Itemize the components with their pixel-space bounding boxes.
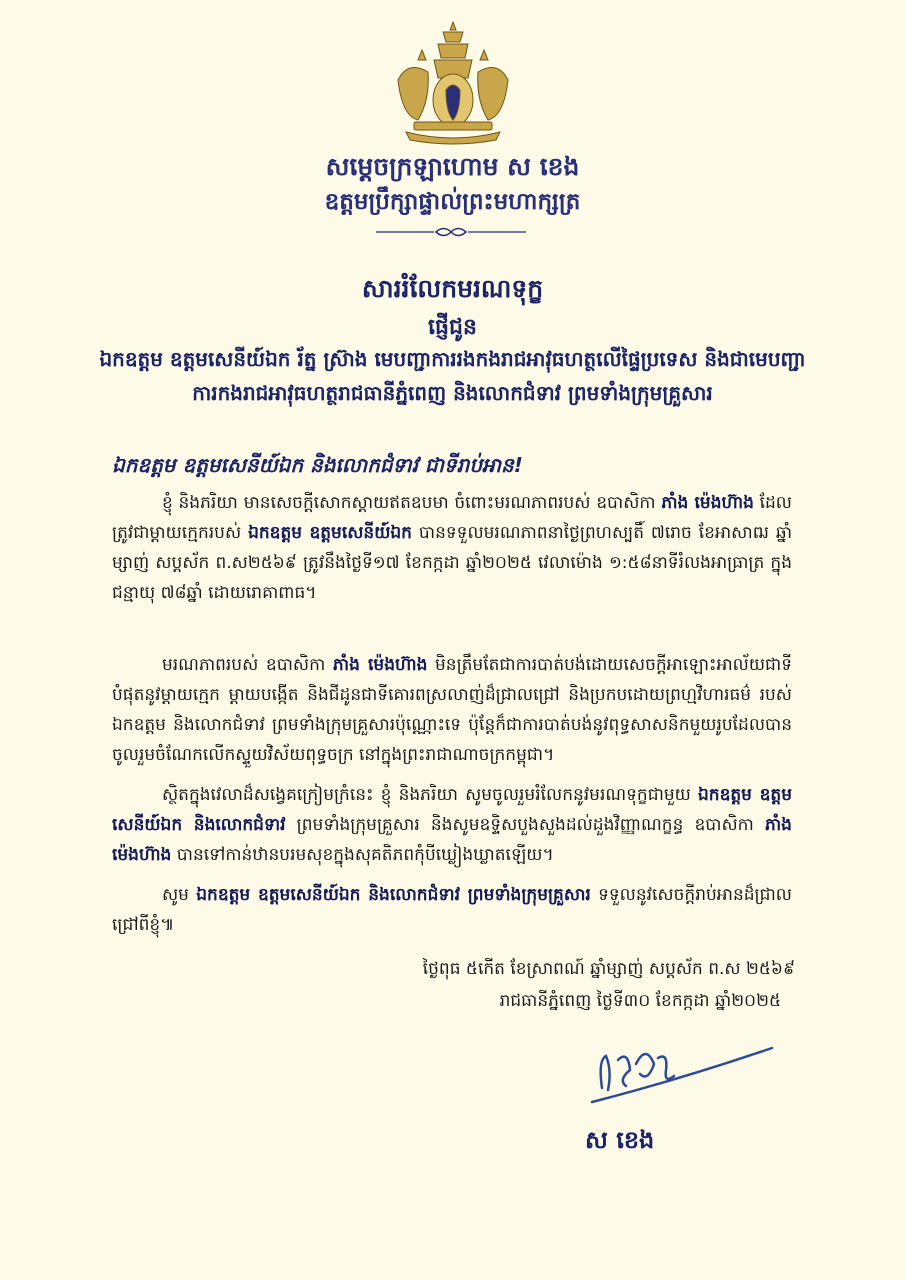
sender-title: ឧត្តមប្រឹក្សាផ្ទាល់ព្រះមហាក្សត្រ <box>324 189 581 215</box>
recipient-block: ឯកឧត្តម ឧត្តមសេនីយ៍ឯក រ័ត្ន ស្រ៊ាង មេបញ្ជាការរងកងរាជអាវុធហត្ថលើផ្ទៃប្រទេស និងជាមេបញ្ជាការកងរាជអាវុធហត្ថរាជធានីភ្នំពេញ និងលោកជំទាវ ព្រមទាំងក្រុមគ្រួសារ <box>99 347 806 405</box>
letter-subtitle: ផ្ញើជូន <box>428 315 477 340</box>
paragraph-3 <box>112 780 792 870</box>
p3-recipient-title: ឯកឧត្តម ឧត្តមសេនីយ៍ឯក និងលោកជំទាវ <box>112 785 793 835</box>
p1-deceased-name: ភាំង ម៉េងហ៊ាង <box>661 493 754 513</box>
p2-deceased-name: ភាំង ម៉េងហ៊ាង <box>332 655 428 675</box>
p1-recipient-title: ឯកឧត្តម ឧត្តមសេនីយ៍ឯក <box>248 523 412 543</box>
sender-name: សម្តេចក្រឡាហោម ស ខេង <box>325 152 580 181</box>
date-lunar: ថ្ងៃពុធ ៥កើត ខែស្រាពណ៍ ឆ្នាំម្សាញ់ សប្តស័ក ព.ស ២៥៦៩ <box>422 959 795 979</box>
paragraph-4 <box>112 880 792 940</box>
p1-text-b: ដែលត្រូវជាម្តាយក្មេករបស់ <box>112 493 792 543</box>
p1-text-c: បានទទួលមរណភាពនាថ្ងៃព្រហស្បតិ៍ ៧រោច ខែអាសាឍ ឆ្នាំម្សាញ់ សប្តស័ក ព.ស២៥៦៩ ត្រូវនឹងថ្ងៃទី១៧ ខែកក្កដា ឆ្នាំ២០២៥ វេលាម៉ោង ១:៥៨នាទីរំលងអាធ្រាត្រ ក្នុងជន្មាយុ ៧៨ឆ្នាំ ដោយរោគាពាធ។ <box>112 523 792 603</box>
signer-name: ស ខេង <box>585 1126 655 1154</box>
salutation: ឯកឧត្តម ឧត្តមសេនីយ៍ឯក និងលោកជំទាវ ជាទីរាប់អាន! <box>112 453 523 477</box>
divider-ornament <box>376 225 526 239</box>
p3-deceased-name: ភាំង ម៉េងហ៊ាង <box>112 815 792 865</box>
handwritten-signature <box>588 1030 778 1110</box>
p4-recipient-title: ឯកឧត្តម ឧត្តមសេនីយ៍ឯក និងលោកជំទាវ ព្រមទាំងក្រុមគ្រួសារ <box>196 885 591 905</box>
paragraph-1 <box>112 488 792 608</box>
p4-text-a: សូម <box>162 885 197 905</box>
p2-text-a: មរណភាពរបស់ ឧបាសិកា <box>162 655 333 675</box>
p1-text-a: ខ្ញុំ និងភរិយា មានសេចក្តីសោកស្តាយឥតឧបមា ចំពោះមរណភាពរបស់ ឧបាសិកា <box>162 493 662 513</box>
letter-title: សាររំលែកមរណទុក្ខ <box>361 274 544 303</box>
p4-text-b: ទទួលនូវសេចក្តីរាប់អានដ៏ជ្រាលជ្រៅពីខ្ញុំ៕ <box>112 885 792 935</box>
p3-text-b: ព្រមទាំងក្រុមគ្រួសារ និងសូមឧទ្ទិសបួងសួងដល់ដួងវិញ្ញាណក្ខន្ធ ឧបាសិកា <box>285 815 765 835</box>
p3-text-c: បានទៅកាន់ឋានបរមសុខក្នុងសុគតិភពកុំបីឃ្លៀងឃ្លាតឡើយ។ <box>171 845 554 865</box>
p3-text-a: ស្ថិតក្នុងវេលាដ៏សង្វេគក្រៀមក្រំនេះ ខ្ញុំ និងភរិយា សូមចូលរួមរំលែកនូវមរណទុក្ខជាមួយ <box>162 785 699 805</box>
paragraph-2 <box>112 650 792 770</box>
p2-text-b: មិនត្រឹមតែជាការបាត់បង់ដោយសេចក្តីអាឡោះអាល័យជាទីបំផុតនូវម្តាយក្មេក ម្តាយបង្កើត និងជីដូនជាទីគោរពស្រលាញ់ដ៏ជ្រាលជ្រៅ និងប្រកបដោយព្រហ្មវិហារធម៌ របស់ឯកឧត្តម និងលោកជំទាវ ព្រមទាំងក្រុមគ្រួសារប៉ុណ្ណោះទេ ប៉ុន្តែក៏ជាការបាត់បង់នូវពុទ្ធសាសនិកមួយរូបដែលបានចូលរួមចំណែកលើកស្ទួយវិស័យពុទ្ធចក្រ នៅក្នុងព្រះរាជាណាចក្រកម្ពុជា។ <box>112 655 792 765</box>
royal-coat-of-arms-emblem <box>388 20 518 148</box>
date-solar: រាជធានីភ្នំពេញ ថ្ងៃទី៣០ ខែកក្កដា ឆ្នាំ២០២៥ <box>499 991 781 1011</box>
